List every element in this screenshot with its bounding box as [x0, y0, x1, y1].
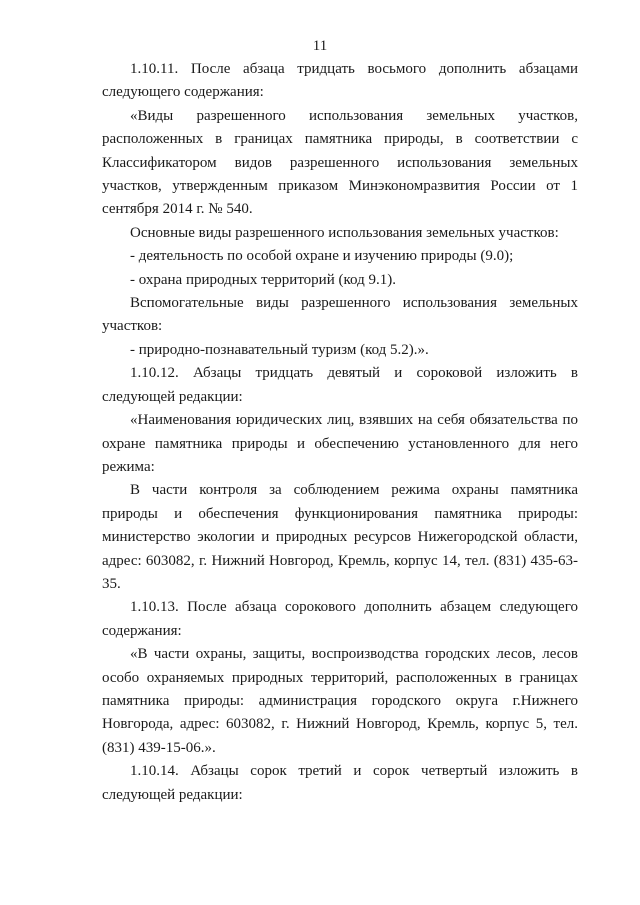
list-item-main-use-1: - деятельность по особой охране и изучению природы (9.0); — [130, 248, 514, 265]
paragraph-city-administration-contact: «В части охраны, защиты, воспроизводства городских лесов, лесов особо охраняемых природных территорий, расположенных в границах памятника природы: администрация городского округа г.Нижнего Новгорода, адрес: 603082, г. Нижний Новгород, Кремль, корпус 5, тел. (831) 439-15-06.». — [102, 646, 578, 756]
page-number: 11 — [312, 38, 328, 54]
paragraph-1-10-12: 1.10.12. Абзацы тридцать девятый и сороковой изложить в следующей редакции: — [102, 365, 578, 405]
list-item-auxiliary-use-1: - природно-познавательный туризм (код 5.2).». — [130, 341, 429, 358]
paragraph-main-uses-heading: Основные виды разрешенного использования земельных участков: — [130, 224, 559, 241]
paragraph-land-use-types: «Виды разрешенного использования земельных участков, расположенных в границах памятника природы, в соответствии с Классификатором видов разрешенного использования земельных участков, утвержденным приказом Минэкономразвития России от 1 сентября 2014 г. № 540. — [102, 107, 578, 218]
paragraph-1-10-13: 1.10.13. После абзаца сорокового дополнить абзацем следующего содержания: — [102, 599, 578, 639]
paragraph-auxiliary-uses-heading: Вспомогательные виды разрешенного использования земельных участков: — [102, 295, 578, 335]
list-item-main-use-2: - охрана природных территорий (код 9.1). — [130, 271, 396, 288]
paragraph-1-10-14: 1.10.14. Абзацы сорок третий и сорок четвертый изложить в следующей редакции: — [102, 763, 578, 803]
document-body — [102, 58, 578, 807]
paragraph-1-10-11: 1.10.11. После абзаца тридцать восьмого дополнить абзацами следующего содержания: — [102, 61, 578, 101]
paragraph-ministry-contact: В части контроля за соблюдением режима охраны памятника природы и обеспечения функционирования памятника природы: министерство экологии и природных ресурсов Нижегородской области, адрес: 603082, г. Нижний Новгород, Кремль, корпус 14, тел. (831) 435-63-35. — [102, 482, 578, 592]
paragraph-legal-entities: «Наименования юридических лиц, взявших на себя обязательства по охране памятника природы и обеспечению установленного для него режима: — [102, 412, 578, 475]
